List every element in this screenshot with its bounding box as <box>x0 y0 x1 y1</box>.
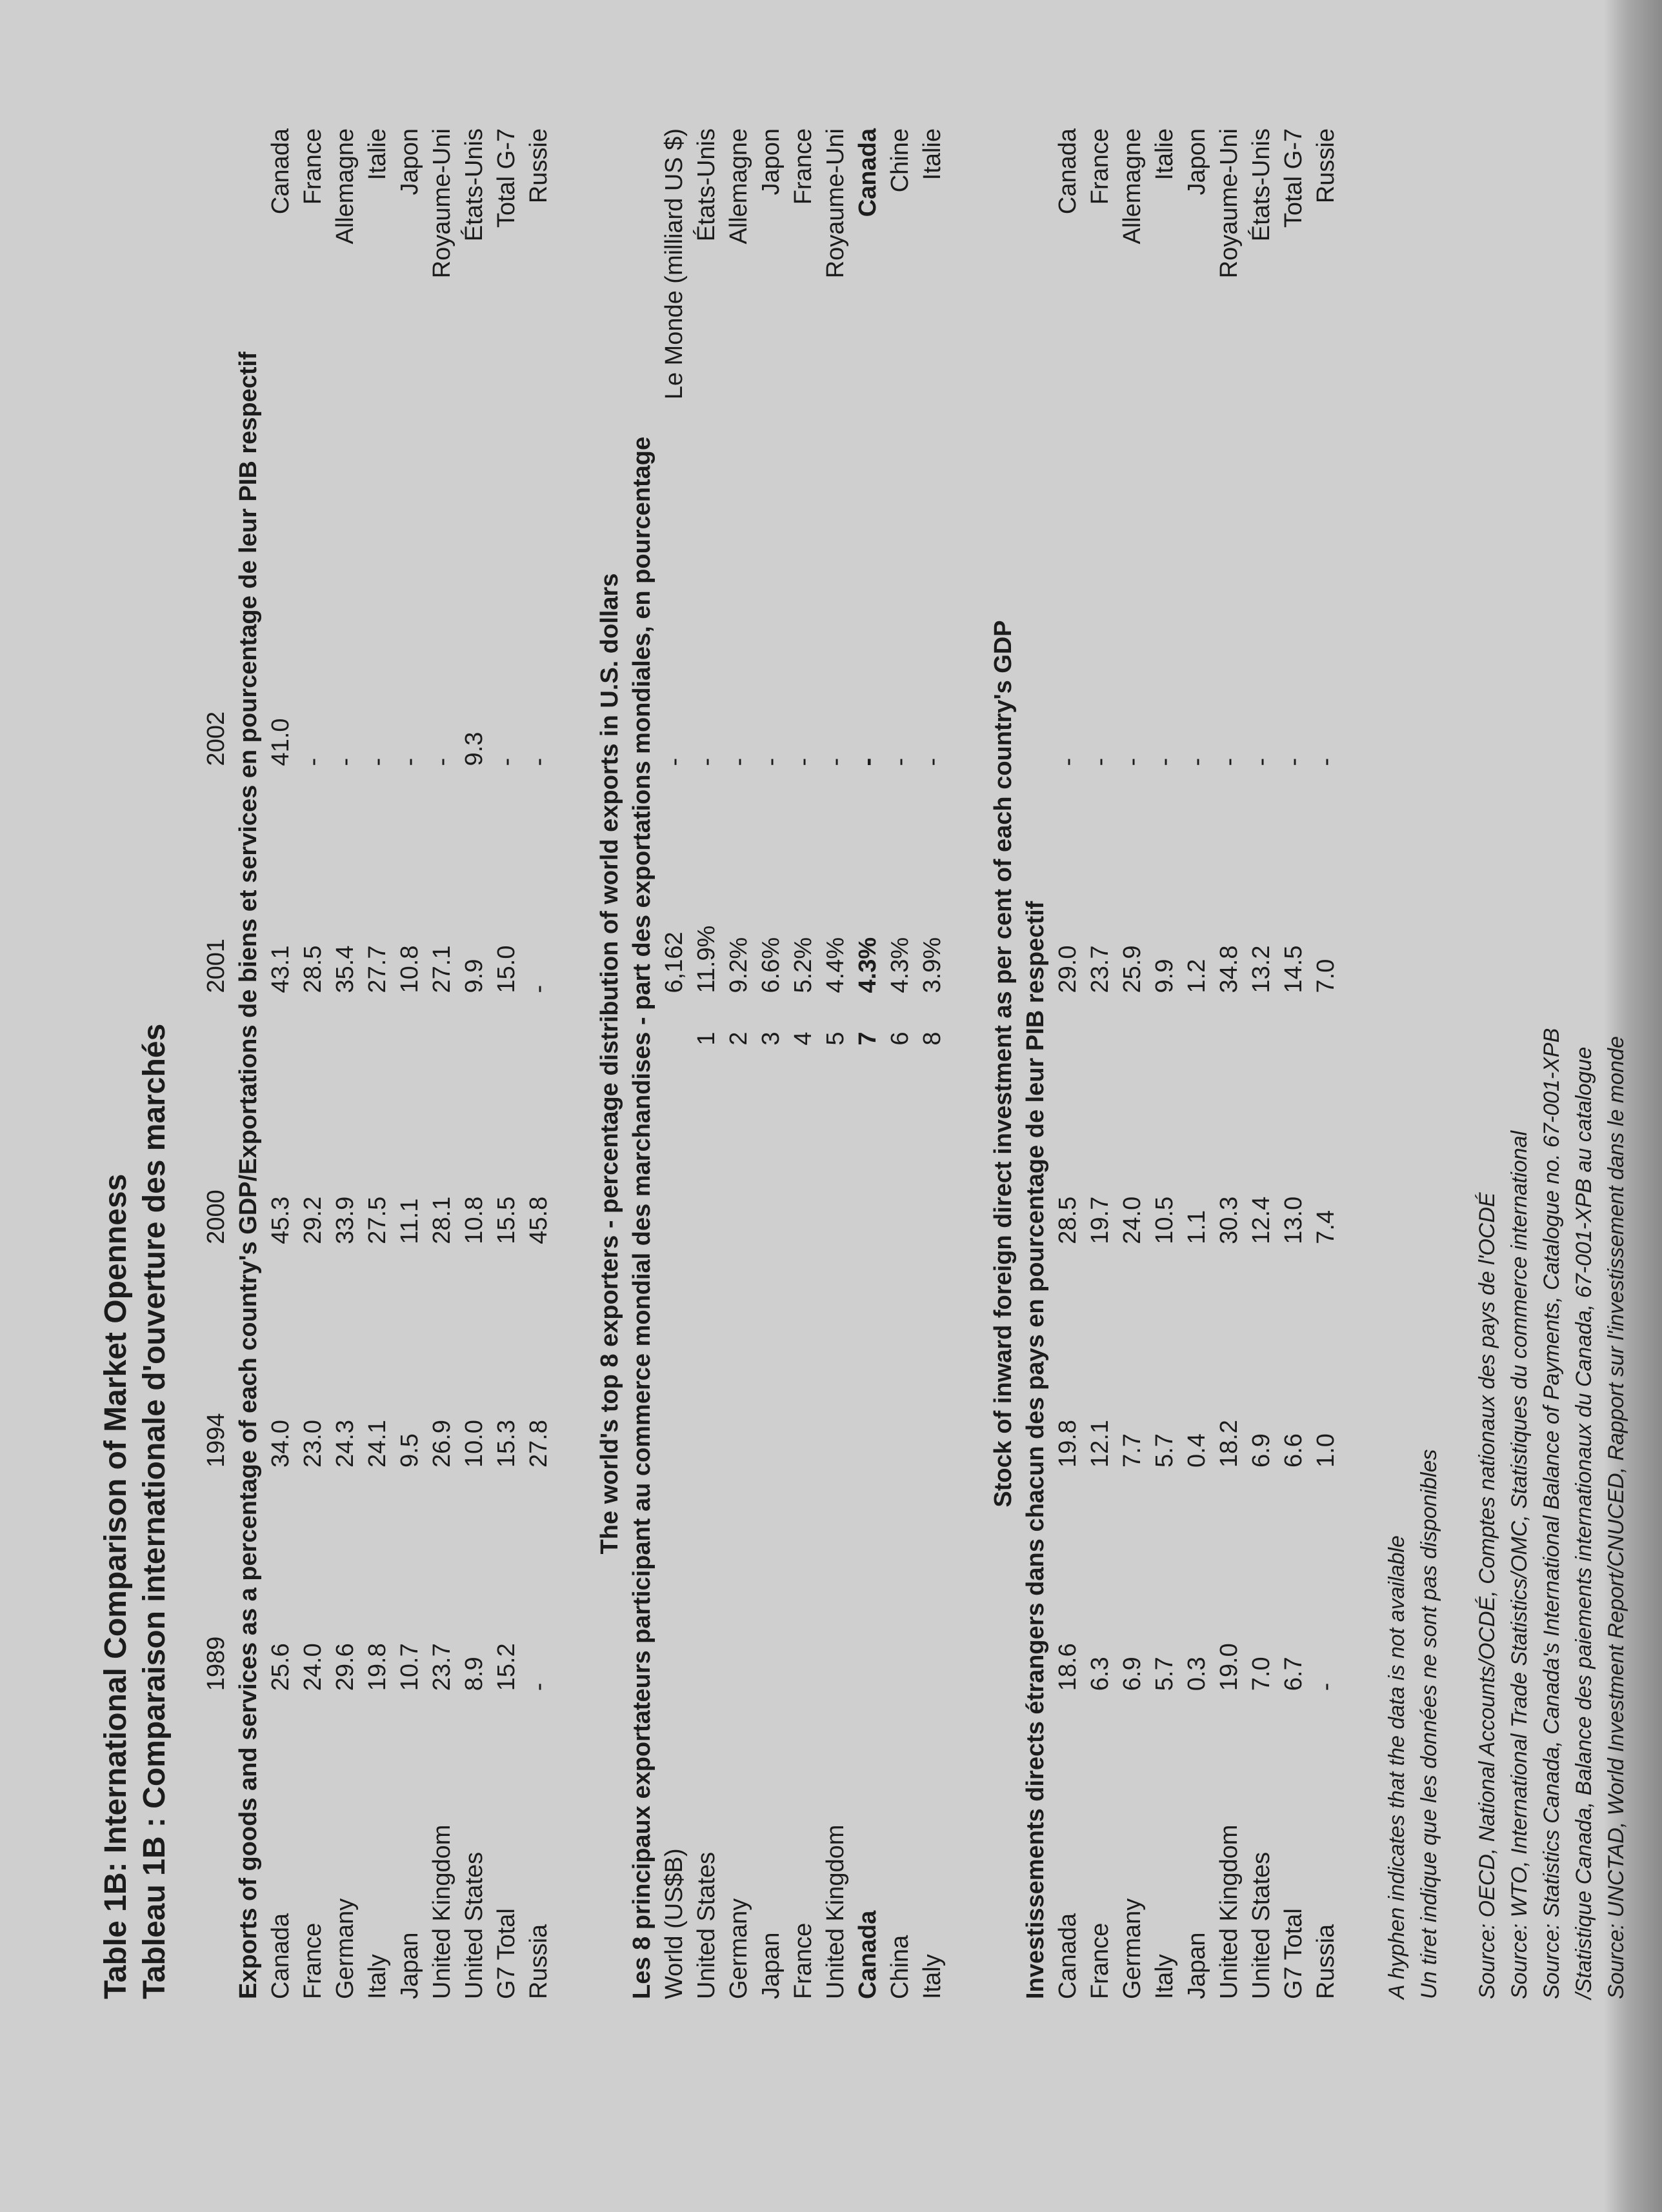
header-spacer <box>200 1691 232 1999</box>
cell-value: 6.6% <box>757 937 785 993</box>
table-row <box>1116 128 1148 1999</box>
country-en: World (US$B) <box>661 1848 688 1999</box>
table-row <box>394 128 426 1999</box>
cell-value <box>723 1244 755 1468</box>
table-row <box>690 128 723 1999</box>
cell-value: 15.3 <box>493 1420 520 1468</box>
country-fr: Japon <box>396 128 423 195</box>
cell-value: - <box>790 757 817 766</box>
table-row <box>723 128 755 1999</box>
cell-value: 7.0 <box>1312 959 1339 993</box>
cell-value: 6.6 <box>1280 1433 1307 1468</box>
cell-value: - <box>1312 757 1339 766</box>
country-en: United Kingdom <box>1216 1824 1243 1999</box>
section3-heading-en-row <box>987 128 1019 1999</box>
cell-value <box>852 1244 884 1468</box>
country-en: Canada <box>854 1910 881 1999</box>
country-fr: États-Unis <box>1248 128 1275 242</box>
cell-value: 25.9 <box>1119 945 1146 993</box>
cell-value: - <box>299 757 326 766</box>
rank: 4 <box>790 1031 817 1046</box>
cell-value: 9.3 <box>461 732 488 766</box>
cell-value: 45.8 <box>525 1196 552 1244</box>
spacer-row <box>948 128 987 1999</box>
country-en: United Kingdom <box>428 1824 456 1999</box>
table-row <box>265 128 297 1999</box>
rank: 1 <box>693 1031 720 1046</box>
table-row <box>1148 128 1181 1999</box>
country-fr: Royaume-Uni <box>428 128 456 279</box>
cell-value: 18.2 <box>1216 1420 1243 1468</box>
source-line: Source: OECD, National Accounts/OCDÉ, Comptes nationaux des pays de l'OCDÉ <box>1475 1192 1499 1999</box>
cell-value: 4.3% <box>854 937 881 993</box>
cell-value <box>884 1244 916 1468</box>
year-header: 2000 <box>203 1190 230 1244</box>
rank <box>658 993 690 1244</box>
cell-value: 9.5 <box>396 1433 423 1468</box>
cell-value: 6.9 <box>1119 1657 1146 1691</box>
cell-value: 6,162 <box>661 932 688 993</box>
cell-value: 10.8 <box>396 945 423 993</box>
cell-value: 12.4 <box>1248 1196 1275 1244</box>
cell-value: - <box>332 757 359 766</box>
cell-value: 7.7 <box>1119 1433 1146 1468</box>
year-header: 2002 <box>203 711 230 766</box>
cell-value: 23.0 <box>299 1420 326 1468</box>
cell-value <box>723 1468 755 1691</box>
country-fr: Italie <box>364 128 391 181</box>
country-fr: France <box>790 128 817 205</box>
cell-value: 11.1 <box>396 1198 423 1244</box>
spacer <box>555 128 594 1999</box>
cell-value: - <box>919 757 946 766</box>
rank: 2 <box>725 1031 752 1046</box>
cell-value: 24.0 <box>299 1643 326 1691</box>
document-content <box>97 128 1632 1999</box>
country-en: France <box>1086 1922 1114 1999</box>
country-en: Germany <box>1119 1898 1146 1999</box>
cell-value: 0.4 <box>1183 1433 1210 1468</box>
section2-heading-en-row <box>594 128 626 1999</box>
cell-value: - <box>822 757 849 766</box>
cell-value: 3.9% <box>919 937 946 993</box>
year-header-row <box>200 128 232 1999</box>
cell-value <box>658 1244 690 1468</box>
spacer-row <box>555 128 594 1999</box>
cell-value: 6.9 <box>1248 1433 1275 1468</box>
table-row <box>1181 128 1213 1999</box>
table-row <box>1245 128 1277 1999</box>
country-en: G7 Total <box>493 1908 520 1999</box>
cell-value: - <box>1119 757 1146 766</box>
cell-value: 24.0 <box>1119 1196 1146 1244</box>
cell-value: - <box>1183 757 1210 766</box>
cell-value: 28.5 <box>1054 1196 1081 1244</box>
cell-value: 45.3 <box>267 1196 294 1244</box>
cell-value: 9.9 <box>1151 959 1178 993</box>
table-row <box>490 128 523 1999</box>
cell-value: 19.8 <box>364 1643 391 1691</box>
cell-value: 6.3 <box>1086 1657 1114 1691</box>
table-title-en: Table 1B: International Comparison of Market Openness <box>99 1173 133 1999</box>
cell-value: 27.1 <box>428 945 456 993</box>
cell-value: 34.0 <box>267 1420 294 1468</box>
cell-value: 19.0 <box>1216 1643 1243 1691</box>
year-header: 2001 <box>203 938 230 993</box>
rank: 6 <box>886 1031 914 1046</box>
table-row <box>458 128 490 1999</box>
source-line: /Statistique Canada, Balance des paiements internationaux du Canada, 67-001-XPB au catalogue <box>1572 1046 1596 1999</box>
country-fr: France <box>1086 128 1114 205</box>
cell-value: 1.2 <box>1183 959 1210 993</box>
cell-value: - <box>1216 757 1243 766</box>
country-fr: Allemagne <box>725 128 752 244</box>
cell-value: 15.5 <box>493 1196 520 1244</box>
table-row <box>658 128 690 1999</box>
cell-value: 14.5 <box>1280 945 1307 993</box>
cell-value: - <box>1054 757 1081 766</box>
table-row <box>1310 128 1342 1999</box>
cell-value: 13.0 <box>1280 1196 1307 1244</box>
section3-heading-fr-row <box>1019 128 1052 1999</box>
cell-value: - <box>1280 757 1307 766</box>
cell-value: 28.1 <box>428 1196 456 1244</box>
cell-value: 9.9 <box>461 959 488 993</box>
cell-value: 29.6 <box>332 1643 359 1691</box>
cell-value <box>884 1468 916 1691</box>
country-fr: États-Unis <box>693 128 720 242</box>
cell-value <box>916 1244 948 1468</box>
cell-value <box>658 1468 690 1691</box>
country-fr: France <box>299 128 326 205</box>
country-fr: États-Unis <box>461 128 488 242</box>
cell-value: 23.7 <box>1086 945 1114 993</box>
cell-value: 43.1 <box>267 945 294 993</box>
country-en: Italy <box>364 1954 391 1999</box>
country-fr: Russie <box>525 128 552 204</box>
cell-value: 27.8 <box>525 1420 552 1468</box>
table-title-fr: Tableau 1B : Comparaison internationale d'ouverture des marchés <box>137 1023 172 1999</box>
cell-value <box>755 1244 787 1468</box>
table-row <box>1213 128 1245 1999</box>
country-en: Italy <box>1151 1954 1178 1999</box>
spacer <box>948 128 987 1999</box>
country-en: United States <box>693 1851 720 1999</box>
cell-value: 10.7 <box>396 1643 423 1691</box>
cell-value: 25.6 <box>267 1643 294 1691</box>
cell-value: - <box>854 757 881 766</box>
cell-value <box>819 1468 852 1691</box>
section1-heading-row <box>232 128 265 1999</box>
country-fr: Chine <box>886 128 914 193</box>
table-row <box>755 128 787 1999</box>
cell-value <box>690 1244 723 1468</box>
section3-heading-fr: Investissements directs étrangers dans chacun des pays en pourcentage de leur PIB respectif <box>1022 901 1049 1999</box>
cell-value: 10.0 <box>461 1420 488 1468</box>
cell-value: 29.2 <box>299 1196 326 1244</box>
year-header: 1989 <box>203 1636 230 1691</box>
cell-value: - <box>525 1682 552 1691</box>
cell-value: 0.3 <box>1183 1657 1210 1691</box>
country-fr: Canada <box>267 128 294 215</box>
cell-value: 7.4 <box>1312 1210 1339 1244</box>
cell-value: 29.0 <box>1054 945 1081 993</box>
country-en: Russia <box>1312 1924 1339 1999</box>
table-row <box>329 128 361 1999</box>
note-en: A hyphen indicates that the data is not available <box>1385 1535 1409 1999</box>
country-fr: Total G-7 <box>1280 128 1307 228</box>
cell-value: - <box>725 757 752 766</box>
cell-value <box>690 1468 723 1691</box>
table-row <box>523 128 555 1999</box>
cell-value <box>916 1468 948 1691</box>
cell-value: - <box>396 757 423 766</box>
country-fr: Japon <box>1183 128 1210 195</box>
notes <box>1381 128 1445 1999</box>
cell-value: 5.2% <box>790 937 817 993</box>
cell-value: 1.0 <box>1312 1433 1339 1468</box>
country-en: Germany <box>332 1898 359 1999</box>
cell-value <box>819 1244 852 1468</box>
cell-value: 23.7 <box>428 1643 456 1691</box>
cell-value: - <box>525 757 552 766</box>
cell-value: - <box>757 757 785 766</box>
cell-value <box>852 1468 884 1691</box>
country-fr: Japon <box>757 128 785 195</box>
cell-value: 13.2 <box>1248 945 1275 993</box>
country-fr: Royaume-Uni <box>1216 128 1243 279</box>
cell-value: - <box>525 984 552 993</box>
country-fr: Canada <box>854 128 881 217</box>
country-en: United Kingdom <box>822 1824 849 1999</box>
rank: 7 <box>854 1031 881 1046</box>
section2-heading-fr: Les 8 principaux exportateurs participant au commerce mondial des marchandises - part des exportations mondiales, en pourcentage <box>628 436 656 1999</box>
country-en: Russia <box>525 1924 552 1999</box>
source-line: Source: Statistics Canada, Canada's International Balance of Payments, Catalogue no. 67-001-XPB <box>1539 1028 1564 1999</box>
cell-value: 27.5 <box>364 1196 391 1244</box>
header-spacer <box>200 128 232 543</box>
table-row <box>916 128 948 1999</box>
cell-value: 4.4% <box>822 937 849 993</box>
cell-value: 4.3% <box>886 937 914 993</box>
cell-value: 27.7 <box>364 945 391 993</box>
table-row <box>787 128 819 1999</box>
country-en: France <box>299 1922 326 1999</box>
cell-value: 19.7 <box>1086 1196 1114 1244</box>
rank: 8 <box>919 1031 946 1046</box>
cell-value: 5.7 <box>1151 1433 1178 1468</box>
cell-value: 10.8 <box>461 1196 488 1244</box>
cell-value: 35.4 <box>332 945 359 993</box>
country-en: United States <box>1248 1851 1275 1999</box>
cell-value: 9.2% <box>725 937 752 993</box>
section3-heading-en: Stock of inward foreign direct investment as per cent of each country's GDP <box>990 620 1017 1508</box>
cell-value: - <box>661 757 688 766</box>
country-fr: Royaume-Uni <box>822 128 849 279</box>
cell-value: - <box>1151 757 1178 766</box>
country-en: G7 Total <box>1280 1908 1307 1999</box>
country-en: Japan <box>1183 1932 1210 1999</box>
country-en: France <box>790 1922 817 1999</box>
country-en: Canada <box>267 1913 294 1999</box>
country-en: Japan <box>757 1932 785 1999</box>
cell-value: 28.5 <box>299 945 326 993</box>
market-openness-table <box>200 128 1342 1999</box>
cell-value: - <box>364 757 391 766</box>
cell-value: 33.9 <box>332 1196 359 1244</box>
cell-value: 24.3 <box>332 1420 359 1468</box>
cell-value: 10.5 <box>1151 1196 1178 1244</box>
cell-value: 18.6 <box>1054 1643 1081 1691</box>
table-row <box>1277 128 1310 1999</box>
country-en: Italy <box>919 1954 946 1999</box>
country-en: China <box>886 1935 914 1999</box>
cell-value: 19.8 <box>1054 1420 1081 1468</box>
cell-value <box>787 1244 819 1468</box>
country-en: Japan <box>396 1932 423 1999</box>
country-fr: Italie <box>1151 128 1178 181</box>
cell-value: 41.0 <box>267 718 294 766</box>
table-row <box>361 128 394 1999</box>
cell-value: 8.9 <box>461 1657 488 1691</box>
cell-value: 1.1 <box>1183 1210 1210 1244</box>
cell-value: 12.1 <box>1086 1420 1114 1468</box>
cell-value: 5.7 <box>1151 1657 1178 1691</box>
sources <box>1471 128 1632 1999</box>
table-row <box>1052 128 1084 1999</box>
cell-value: - <box>1086 757 1114 766</box>
country-fr: Allemagne <box>1119 128 1146 244</box>
table-row <box>426 128 458 1999</box>
country-en: Germany <box>725 1898 752 1999</box>
section1-heading: Exports of goods and services as a percentage of each country's GDP/Exportations de biens et services en pourcentage de leur PIB respectif <box>235 352 262 1999</box>
country-fr: Allemagne <box>332 128 359 244</box>
table-row <box>852 128 884 1999</box>
cell-value: 26.9 <box>428 1420 456 1468</box>
table-row <box>819 128 852 1999</box>
note-fr: Un tiret indique que les données ne sont pas disponibles <box>1417 1449 1441 1999</box>
country-fr: Le Monde (milliard US $) <box>661 128 688 400</box>
country-fr: Canada <box>1054 128 1081 215</box>
country-fr: Russie <box>1312 128 1339 204</box>
table-row <box>884 128 916 1999</box>
cell-value: 7.0 <box>1248 1657 1275 1691</box>
cell-value <box>755 1468 787 1691</box>
cell-value: 15.2 <box>493 1643 520 1691</box>
section2-heading-en: The world's top 8 exporters - percentage distribution of world exports in U.S. dollars <box>596 573 623 1555</box>
country-en: Canada <box>1054 1913 1081 1999</box>
rank: 3 <box>757 1031 785 1046</box>
table-row <box>297 128 329 1999</box>
cell-value: - <box>1312 1682 1339 1691</box>
year-header: 1994 <box>203 1413 230 1468</box>
cell-value: - <box>428 757 456 766</box>
cell-value: 24.1 <box>364 1420 391 1468</box>
cell-value: - <box>693 757 720 766</box>
country-fr: Total G-7 <box>493 128 520 228</box>
cell-value: - <box>886 757 914 766</box>
cell-value: 6.7 <box>1280 1657 1307 1691</box>
country-fr: Italie <box>919 128 946 181</box>
cell-value: 11.9% <box>693 925 720 993</box>
cell-value: - <box>493 757 520 766</box>
source-line: Source: UNCTAD, World Investment Report/CNUCED, Rapport sur l'investissement dans le monde <box>1604 1036 1628 1999</box>
table-row <box>1084 128 1116 1999</box>
section2-heading-fr-row <box>626 128 658 1999</box>
cell-value: 30.3 <box>1216 1196 1243 1244</box>
cell-value: 34.8 <box>1216 945 1243 993</box>
cell-value: - <box>1248 757 1275 766</box>
cell-value: 15.0 <box>493 945 520 993</box>
rank: 5 <box>822 1031 849 1046</box>
source-line: Source: WTO, International Trade Statistics/OMC, Statistiques du commerce international <box>1507 1130 1532 1999</box>
cell-value <box>787 1468 819 1691</box>
country-en: United States <box>461 1851 488 1999</box>
